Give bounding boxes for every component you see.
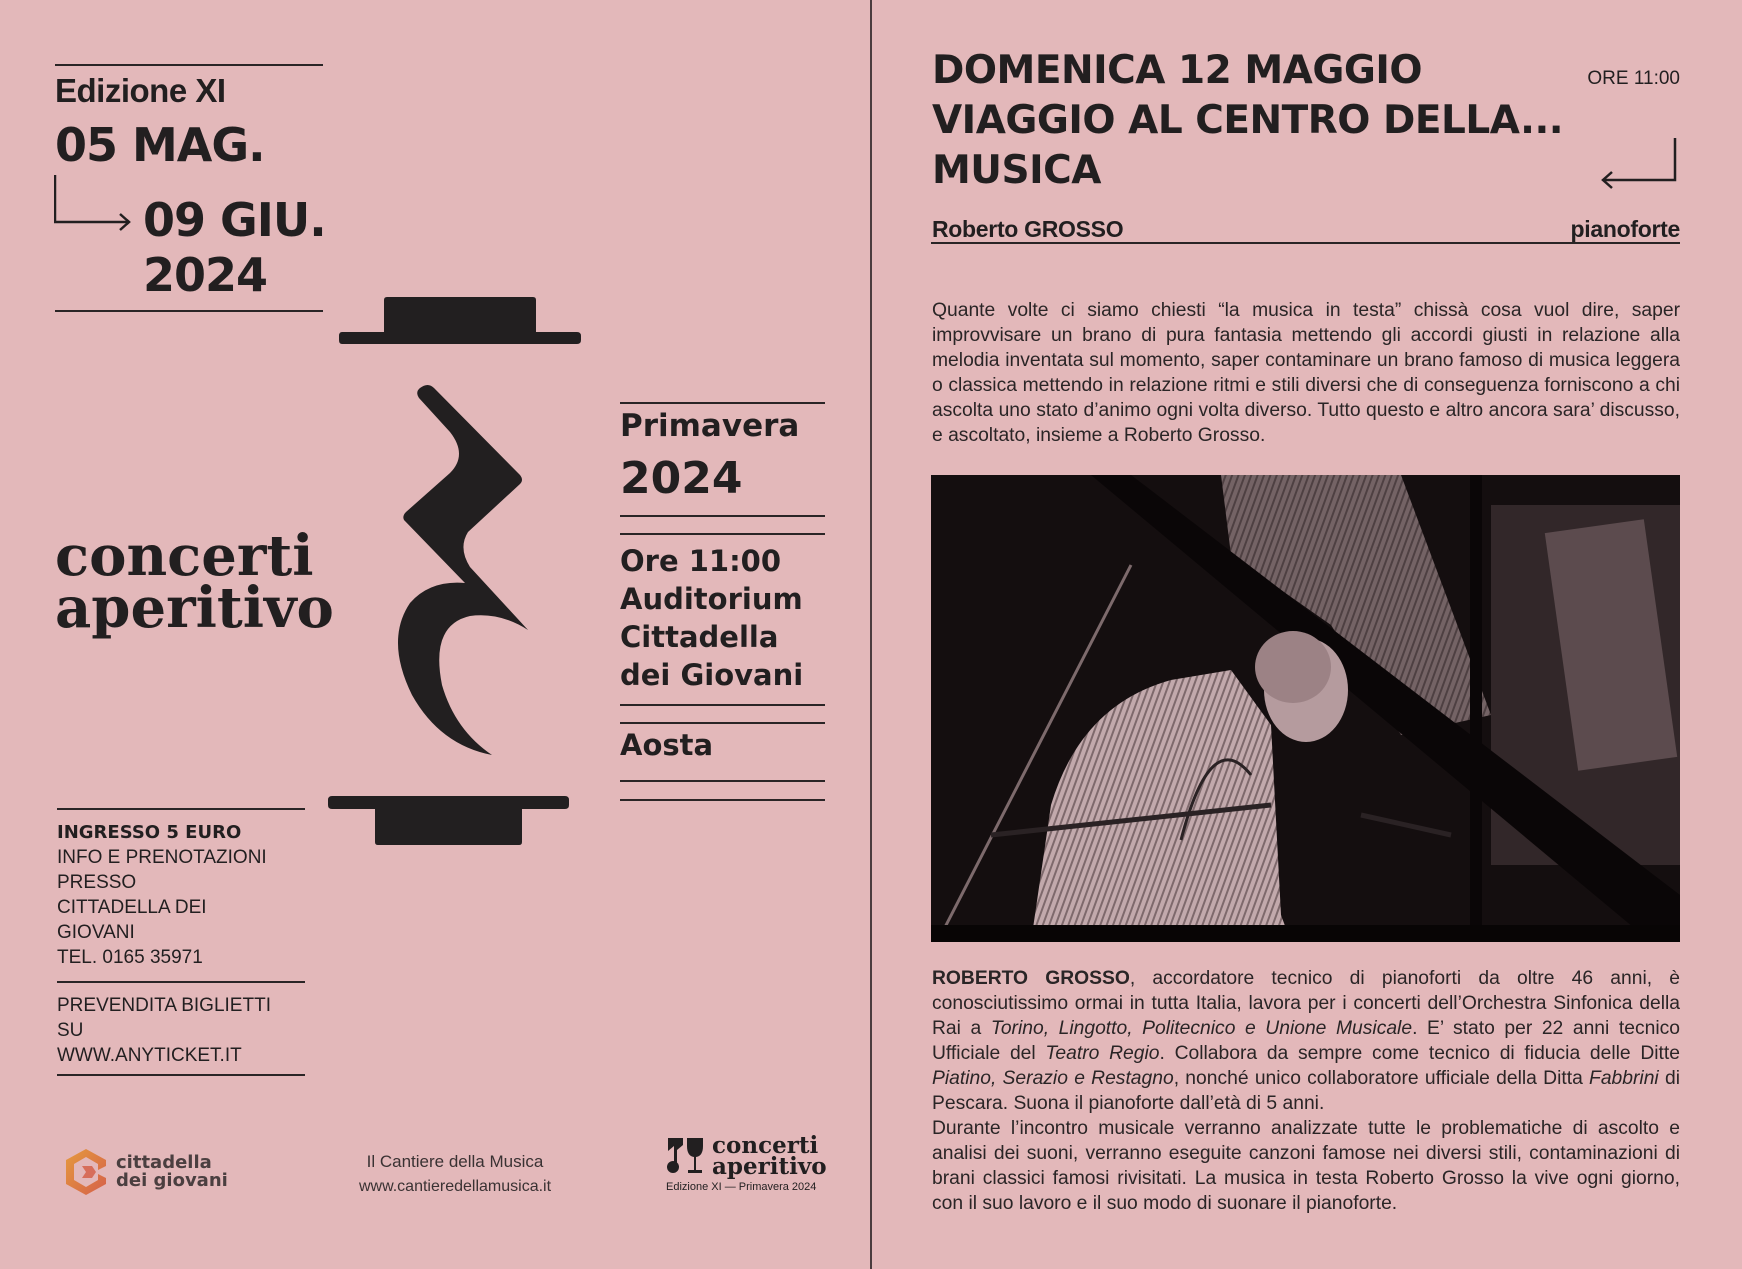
date-end: 09 GIU. <box>143 193 326 247</box>
brand-title-line: concerti <box>55 523 314 589</box>
brand-title <box>55 523 334 641</box>
arrow-return-left-icon <box>1600 138 1678 190</box>
season-label <box>620 408 825 444</box>
divider <box>57 981 305 983</box>
bio-text: . Collabora da sempre come tecnico di fiducia delle Ditte <box>1159 1043 1680 1064</box>
info-line: PRESSO <box>57 872 137 893</box>
season-text: Primavera <box>620 408 800 444</box>
logo-text: aperitivo <box>712 1153 827 1180</box>
cantiere-website-link[interactable]: www.cantieredellamusica.it <box>358 1178 552 1195</box>
intro-paragraph: Quante volte ci siamo chiesti “la musica in testa” chissà cosa vuol dire, saper improvvisare un brano di pura fantasia mettendo gli accordi giusti in relazione alla melodia inventata sul momento, saper contaminare un brano famoso di musica leggera o classica mettendo in relazione ritmi e stili diversi che di conseguenza forniscono a chi ascolta uno stato d’animo ogni volta diverso. Tutto questo e altro ancora sara’ discusso, e ascoltato, insieme a Roberto Grosso. <box>932 300 1680 446</box>
venue-line: dei Giovani <box>620 658 804 692</box>
divider <box>620 722 825 724</box>
bio-name: ROBERTO GROSSO <box>932 968 1130 989</box>
performer-photo <box>931 475 1680 942</box>
date-year: 2024 <box>143 248 268 302</box>
hexagon-c-logo-icon <box>62 1146 110 1198</box>
info-line: INFO E PRENOTAZIONI <box>57 847 267 868</box>
city-text: Aosta <box>620 728 714 762</box>
divider <box>55 64 323 66</box>
cantiere-logo <box>350 1152 560 1196</box>
sponsor-logos <box>0 1130 871 1210</box>
performer-name: Roberto GROSSO <box>932 216 1124 242</box>
bio-paragraph <box>932 966 1680 1216</box>
venue-time: Ore 11:00 <box>620 544 782 578</box>
divider <box>620 402 825 404</box>
city-label <box>620 728 825 763</box>
event-time: ORE 11:00 <box>1587 68 1680 89</box>
venue-info <box>620 542 825 694</box>
logo-text: concerti <box>712 1132 819 1159</box>
note-and-glass-icon <box>666 1136 706 1176</box>
bio-text-italic: Piatino, Serazio e Restagno <box>932 1068 1174 1089</box>
season-year <box>620 453 825 504</box>
instrument-label: pianoforte <box>1570 216 1680 242</box>
event-title-line: MUSICA <box>932 148 1101 193</box>
info-line: GIOVANI <box>57 922 135 943</box>
bio-text: , nonché unico collaboratore ufficiale della Ditta <box>1173 1068 1590 1089</box>
arrow-right-icon <box>54 175 134 231</box>
venue-line: Cittadella <box>620 620 779 654</box>
info-line: CITTADELLA DEI <box>57 897 207 918</box>
logo-text: dei giovani <box>116 1170 228 1191</box>
bio-text-italic: Torino, Lingotto, Politecnico e Unione Musicale <box>990 1018 1413 1039</box>
ticket-info <box>57 820 307 970</box>
divider <box>931 242 1680 244</box>
music-rest-glyph-icon <box>320 290 600 980</box>
logo-text: cittadella <box>116 1152 212 1173</box>
cittadella-logo <box>62 1146 228 1198</box>
right-page <box>872 0 1742 1269</box>
divider <box>620 799 825 801</box>
divider <box>620 533 825 535</box>
divider <box>57 808 305 810</box>
bio-text: , accordatore tecnico di pianoforti da oltre 46 anni, è conosciutissimo ormai in tutta Italia, lavora per i concerti dell’Orchestra Sinfonica della Rai a <box>932 968 1680 1039</box>
logo-subtitle: Edizione XI — Primavera 2024 <box>666 1181 817 1193</box>
bio-text: . E’ stato per 22 anni tecnico Ufficiale del <box>932 1018 1680 1064</box>
divider <box>620 704 825 706</box>
season-year-text: 2024 <box>620 453 743 504</box>
event-title <box>932 46 1592 196</box>
pianist-photo-illustration <box>931 475 1680 942</box>
phone-number: TEL. 0165 35971 <box>57 947 203 968</box>
venue-line: Auditorium <box>620 582 803 616</box>
logo-text: Il Cantiere della Musica <box>366 1152 544 1171</box>
ticket-website-link[interactable]: WWW.ANYTICKET.IT <box>57 1045 242 1066</box>
edition-label: Edizione XI <box>55 72 226 109</box>
divider <box>620 780 825 782</box>
event-title-line: VIAGGIO AL CENTRO DELLA... <box>932 98 1564 143</box>
bio-text-italic: Fabbrini <box>1589 1068 1659 1089</box>
date-start: 05 MAG. <box>55 118 265 172</box>
brand-title-line: aperitivo <box>55 575 334 641</box>
event-date: DOMENICA 12 MAGGIO <box>932 48 1423 93</box>
bio-text: di Pescara. Suona il pianoforte dall’età di 5 anni. <box>932 1068 1680 1114</box>
presale-line: PREVENDITA BIGLIETTI <box>57 995 271 1016</box>
bio-event-description: Durante l’incontro musicale verranno analizzate tutte le problematiche di ascolto e analisi dei suoni, verranno eseguite canzoni famose nei diversi stili, contaminazioni di brani classici famosi rivisitati. La musica in testa Roberto Grosso la vive ogni giorno, con il suo lavoro e il suo modo di suonare il pianoforte. <box>932 1118 1680 1214</box>
divider <box>57 1074 305 1076</box>
bio-text-italic: Teatro Regio <box>1045 1043 1160 1064</box>
concerti-aperitivo-logo <box>666 1132 827 1193</box>
ticket-price: INGRESSO 5 EURO <box>57 822 242 843</box>
divider <box>55 310 323 312</box>
divider <box>620 515 825 517</box>
presale-info <box>57 993 307 1068</box>
presale-line: SU <box>57 1020 84 1041</box>
